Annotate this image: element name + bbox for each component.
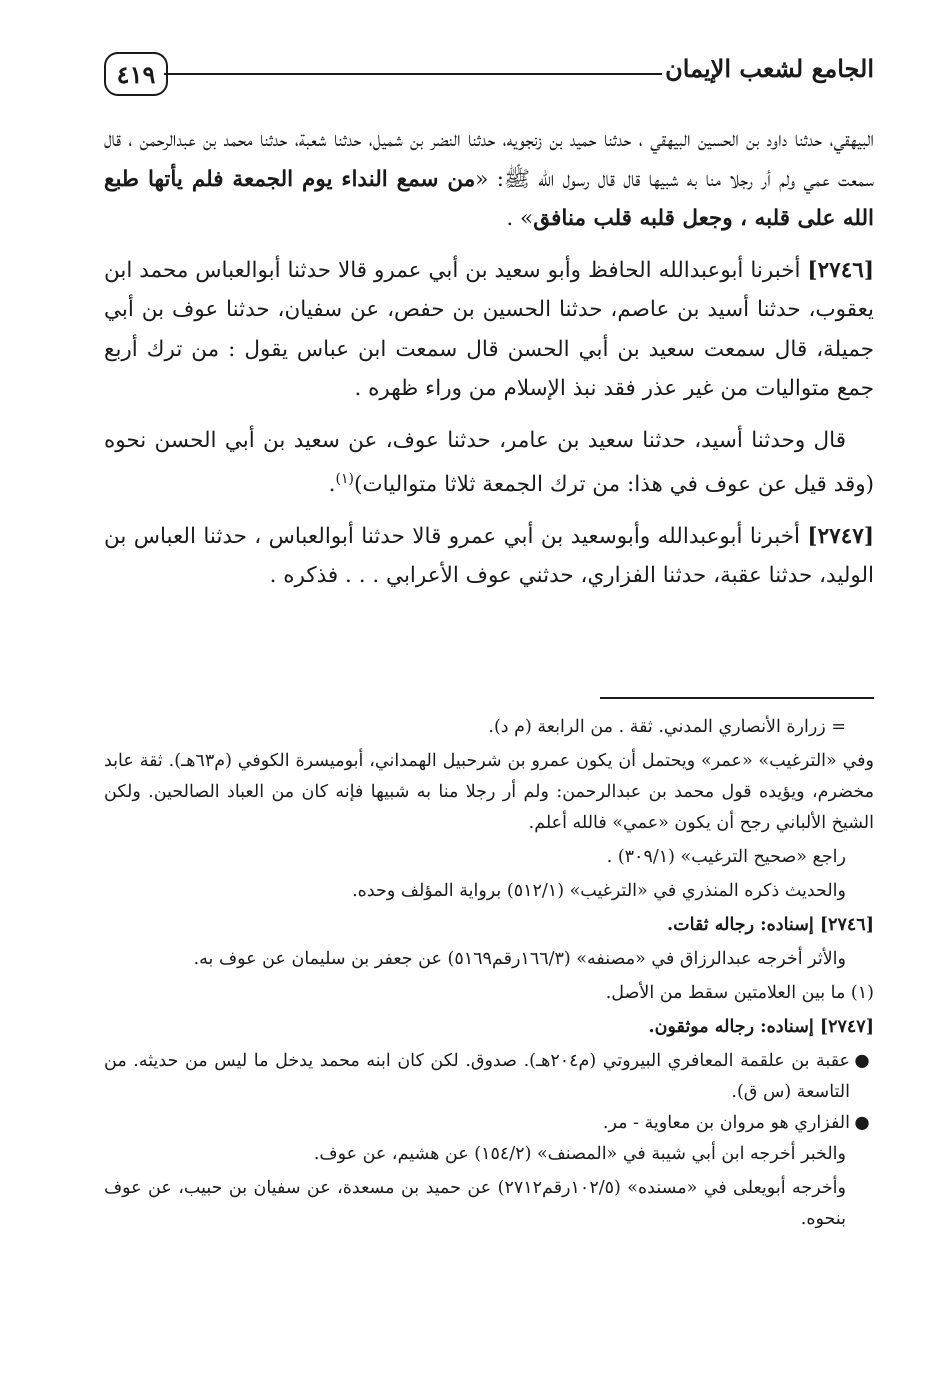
- note-abu-yala: وأخرجه أبويعلى في «مسنده» (١٠٢/٥رقم٢٧١٢) عن حميد بن مسعدة، عن سفيان بن حبيب، عن عوف بنحوه.: [104, 1178, 846, 1229]
- footnotes: [104, 712, 874, 1238]
- hadith-quote: من سمع النداء يوم الجمعة فلم يأتها طبع الله على قلبه ، وجعل قلبه قلب منافق: [104, 166, 874, 231]
- note-isnad-2746: [٢٧٤٦] إسناده: رجاله ثقات.: [667, 915, 874, 935]
- note-fazari-text: الفزاري هو مروان بن معاوية - مر.: [602, 1113, 850, 1133]
- note-targhib-variant: وفي «الترغيب» «عمر» ويحتمل أن يكون عمرو بن شرحبيل الهمداني، أبوميسرة الكوفي (م٦٣هـ). ثقة عابد مخضرم، ويؤيده قول محمد بن عبدالرحمن: ولم أر رجلا منا به شبيها فإنه كان من العباد الصالحين. ولكن الشيخ الألباني رجح أن يكون «عمي» فالله أعلم.: [104, 751, 874, 833]
- main-text: [104, 120, 874, 608]
- page-number: ٤١٩: [104, 52, 168, 96]
- page-header: [104, 44, 874, 104]
- bullet-icon: ●: [854, 1051, 870, 1071]
- paragraph-3-end: .: [328, 472, 336, 498]
- paragraph-3-text: قال وحدثنا أسيد، حدثنا سعيد بن عامر، حدثنا عوف، عن سعيد بن أبي الحسن نحوه (وقد قيل عن عوف في هذا: من ترك الجمعة ثلاثا متواليات): [104, 427, 874, 498]
- paragraph-2747-text: أخبرنا أبوعبدالله وأبوسعيد بن أبي عمرو قالا حدثنا أبوالعباس ، حدثنا العباس بن الوليد، حدثنا عقبة، حدثنا الفزاري، حدثني عوف الأعرابي . . . فذكره .: [104, 523, 874, 589]
- paragraph-1-end: » .: [506, 206, 534, 231]
- paragraph-1-text: البيهقي، حدثنا داود بن الحسين البيهقي ، حدثنا حميد بن زنجويه، حدثنا النضر بن شميل، حدثنا شعبة، حدثنا محمد بن عبدالرحمن ، قال سمعت عمي ولم أر رجلا منا به شبيها قال قال رسول الله ﷺ: «: [104, 127, 875, 192]
- note-isnad-2747: [٢٧٤٧] إسناده: رجاله موثقون.: [648, 1017, 874, 1037]
- paragraph-2746-text: أخبرنا أبوعبدالله الحافظ وأبو سعيد بن أبي عمرو قالا حدثنا أبوالعباس محمد ابن يعقوب، حدثنا أسيد بن عاصم، حدثنا الحسين بن حفص، عن سفيان، حدثنا عوف بن أبي جميلة، قال سمعت سعيد بن أبي الحسن قال سمعت ابن عباس يقول : من ترك أربع جمع متواليات من غير عذر فقد نبذ الإسلام من وراء ظهره .: [104, 257, 874, 401]
- paragraph-2747: [104, 517, 874, 596]
- note-bullet-fazari: [104, 1108, 874, 1139]
- running-title: الجامع لشعب الإيمان: [665, 54, 874, 83]
- note-continuation: = زرارة الأنصاري المدني. ثقة . من الرابعة (م د).: [488, 717, 846, 737]
- paragraph-1: [104, 120, 874, 239]
- footnote-1: (١) ما بين العلامتين سقط من الأصل.: [605, 983, 874, 1003]
- note-mundhiri: والحديث ذكره المنذري في «الترغيب» (٥١٢/١) برواية المؤلف وحده.: [352, 881, 846, 901]
- footnote-separator: [600, 697, 874, 699]
- note-abdulrazzaq: والأثر أخرجه عبدالرزاق في «مصنفه» (١٦٦/٣رقم٥١٦٩) عن جعفر بن سليمان عن عوف به.: [193, 949, 846, 969]
- hadith-number-2746: [٢٧٤٦]: [807, 257, 874, 283]
- footnote-ref-1[interactable]: (١): [335, 471, 354, 487]
- note-bullet-uqba: [104, 1046, 874, 1108]
- hadith-number-2747: [٢٧٤٧]: [807, 523, 874, 549]
- note-uqba-text: عقبة بن علقمة المعافري البيروتي (م٢٠٤هـ). صدوق. لكن كان ابنه محمد يدخل ما ليس من حديثه. من التاسعة (س ق).: [104, 1051, 850, 1102]
- paragraph-2746: [104, 251, 874, 409]
- note-reference: راجع «صحيح الترغيب» (٣٠٩/١) .: [606, 847, 846, 867]
- header-rule: [164, 73, 662, 75]
- paragraph-3: [104, 421, 874, 505]
- note-ibn-abi-shayba: والخبر أخرجه ابن أبي شيبة في «المصنف» (١٥٤/٢) عن هشيم، عن عوف.: [313, 1144, 846, 1164]
- bullet-icon: ●: [854, 1113, 870, 1133]
